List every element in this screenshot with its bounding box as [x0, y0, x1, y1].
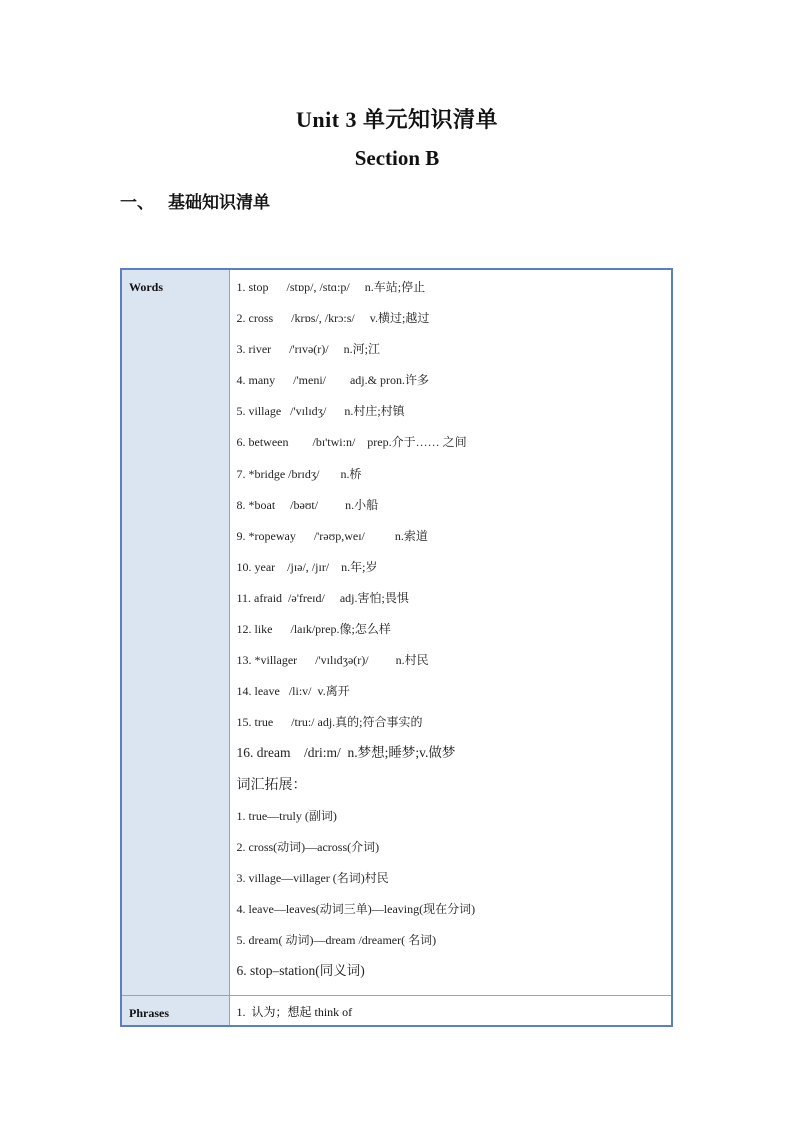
expansion-entry: 3. village—villager (名词)村民	[236, 870, 389, 885]
word-entry: 1. stop /stɒp/, /stɑ:p/ n.车站;停止	[236, 280, 426, 294]
word-entry: 3. river /'rɪvə(r)/ n.河;江	[236, 342, 380, 357]
section-title: Section B	[354, 146, 440, 170]
words-content	[229, 269, 672, 996]
word-entry: 2. cross /krɒs/, /krɔ:s/ v.横过;越过	[236, 311, 430, 326]
word-entry: 13. *villager /'vɪlɪdʒə(r)/ n.村民	[236, 653, 429, 668]
word-entry: 5. village /'vɪlɪdʒ/ n.村庄;村镇	[236, 404, 405, 419]
phrases-label: Phrases	[121, 996, 229, 1026]
words-row	[121, 269, 672, 996]
word-entry: 7. *bridge /brɪdʒ/ n.桥	[236, 466, 362, 481]
word-entry: 9. *ropeway /'rəʊp,weɪ/ n.索道	[236, 528, 428, 543]
word-entry: 8. *boat /bəʊt/ n.小船	[236, 497, 379, 512]
expansion-entry: 1. true—truly (副词)	[236, 808, 337, 823]
phrases-content	[229, 996, 672, 1026]
word-entry: 6. between /bɪ'twi:n/ prep.介于…… 之间	[236, 435, 467, 450]
word-entry: 4. many /'meni/ adj.& pron.许多	[236, 373, 429, 388]
word-entry: 14. leave /li:v/ v.离开	[236, 684, 350, 699]
words-label: Words	[121, 269, 229, 996]
word-entry: 12. like /laɪk/prep.像;怎么样	[236, 622, 391, 637]
phrases-row	[121, 996, 672, 1026]
word-entry: 15. true /tru:/ adj.真的;符合事实的	[236, 715, 423, 730]
word-entry: 10. year /jɪə/, /jɪr/ n.年;岁	[236, 559, 378, 574]
expansion-entry: 6. stop–station(同义词)	[236, 963, 365, 979]
vocabulary-table	[120, 268, 673, 1027]
page-title: Unit 3 单元知识清单	[295, 107, 499, 132]
expansion-title: 词汇拓展：	[236, 776, 307, 793]
heading-text: 基础知识清单	[168, 193, 270, 213]
phrase-entry: 1. 认为；想起 think of	[236, 1005, 353, 1020]
expansion-entry: 4. leave—leaves(动词三单)—leaving(现在分词)	[236, 901, 476, 916]
expansion-entry: 5. dream( 动词)—dream /dreamer( 名词)	[236, 932, 437, 947]
expansion-entry: 2. cross(动词)—across(介词)	[236, 839, 380, 854]
section-heading	[120, 188, 270, 213]
word-entry: 11. afraid /ə'freɪd/ adj.害怕;畏惧	[236, 590, 409, 605]
heading-number: 一、	[120, 193, 154, 213]
word-entry: 16. dream /dri:m/ n.梦想;睡梦;v.做梦	[236, 745, 456, 761]
